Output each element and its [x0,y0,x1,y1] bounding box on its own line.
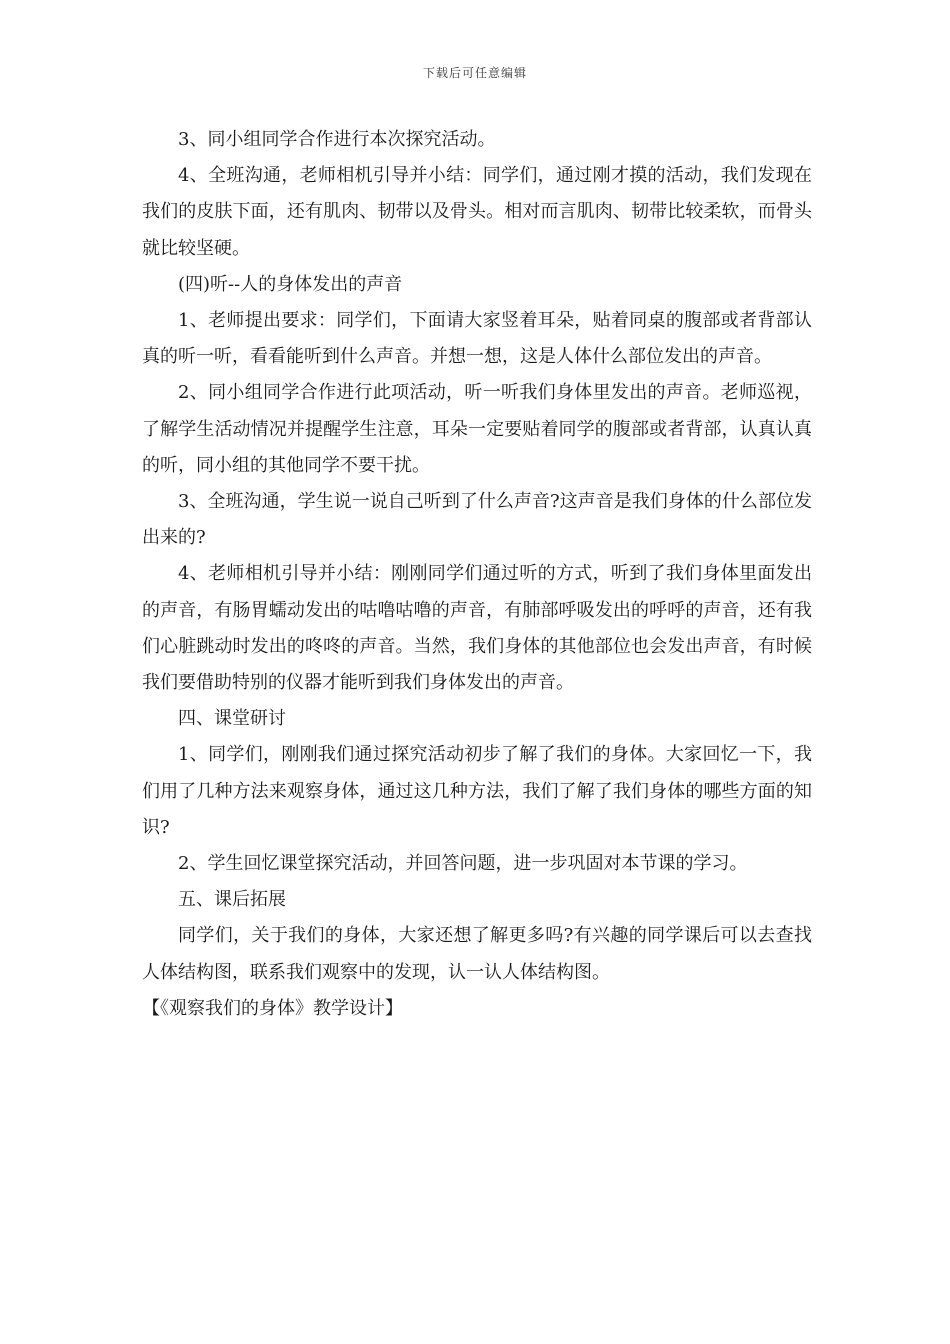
paragraph-listen-step-1: 1、老师提出要求：同学们，下面请大家竖着耳朵，贴着同桌的腹部或者背部认真的听一听，看看能听到什么声音。并想一想，这是人体什么部位发出的声音。 [142,310,812,368]
paragraph-listen-step-4: 4、老师相机引导并小结：刚刚同学们通过听的方式，听到了我们身体里面发出的声音，有肠胃蠕动发出的咕噜咕噜的声音，有肺部呼吸发出的呼呼的声音，还有我们心脏跳动时发出的咚咚的声音。当然，我们身体的其他部位也会发出声音，有时候我们要借助特别的仪器才能听到我们身体发出的声音。 [142,563,812,694]
paragraph-discussion-2: 2、学生回忆课堂探究活动，并回答问题，进一步巩固对本节课的学习。 [178,853,748,875]
section-heading-extension: 五、课后拓展 [178,889,286,911]
teaching-design-title: 【《观察我们的身体》教学设计】 [142,997,403,1019]
page-header: 下载后可任意编辑 [422,66,527,80]
paragraph-listen-step-3: 3、全班沟通，学生说一说自己听到了什么声音?这声音是我们身体的什么部位发出来的? [142,491,812,549]
paragraph-step-3: 3、同小组同学合作进行本次探究活动。 [178,129,496,150]
paragraph-step-4-summary: 4、全班沟通，老师相机引导并小结：同学们，通过刚才摸的活动，我们发现在我们的皮肤下面，还有肌肉、韧带以及骨头。相对而言肌肉、韧带比较柔软，而骨头就比较坚硬。 [142,165,812,259]
section-heading-listen: (四)听--人的身体发出的声音 [178,273,403,295]
section-heading-discussion: 四、课堂研讨 [178,708,286,730]
paragraph-discussion-1: 1、同学们，刚刚我们通过探究活动初步了解了我们的身体。大家回忆一下，我们用了几种方法来观察身体，通过这几种方法，我们了解了我们身体的哪些方面的知识? [142,744,812,838]
document-body [142,122,812,1027]
paragraph-listen-step-2: 2、同小组同学合作进行此项活动，听一听我们身体里发出的声音。老师巡视，了解学生活动情况并提醒学生注意，耳朵一定要贴着同学的腹部或者背部，认真认真的听，同小组的其他同学不要干扰。 [142,382,812,476]
paragraph-extension: 同学们，关于我们的身体，大家还想了解更多吗?有兴趣的同学课后可以去查找人体结构图，联系我们观察中的发现，认一认人体结构图。 [142,925,812,983]
